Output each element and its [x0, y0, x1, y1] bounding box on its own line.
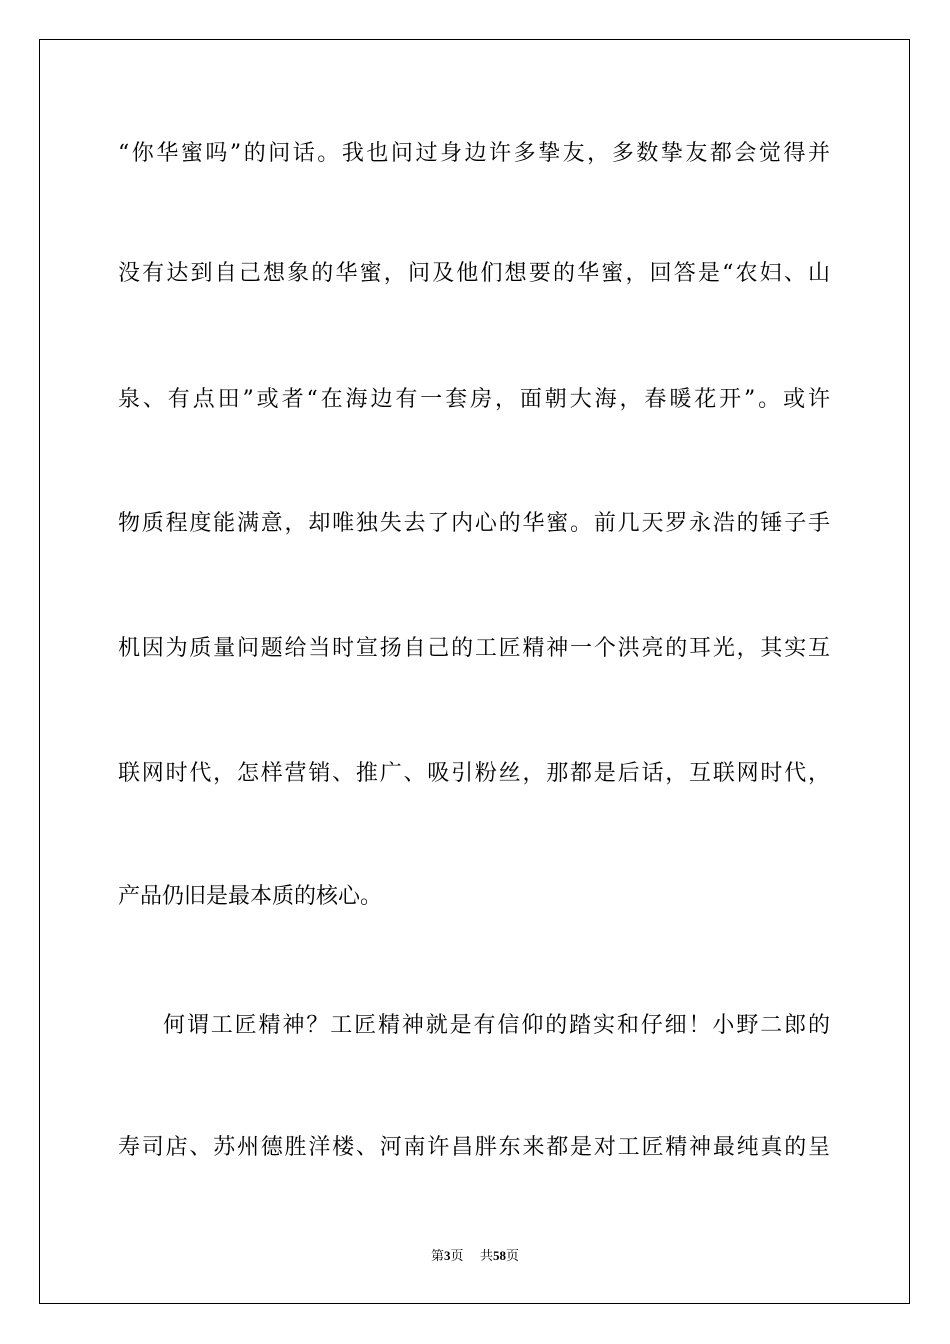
- paragraph-1-line-1: “你华蜜吗”的问话。我也问过身边许多挚友，多数挚友都会觉得并: [118, 141, 830, 166]
- paragraph-1-line-5: 机因为质量问题给当时宣扬自己的工匠精神一个洪亮的耳光，其实互: [118, 636, 830, 661]
- page-border: [39, 39, 910, 1304]
- footer-page-number: 3: [443, 1248, 451, 1263]
- page-footer: [0, 1247, 950, 1266]
- paragraph-1-line-2: 没有达到自己想象的华蜜，问及他们想要的华蜜，回答是“农妇、山: [118, 261, 830, 286]
- paragraph-1-line-4: 物质程度能满意，却唯独失去了内心的华蜜。前几天罗永浩的锤子手: [118, 511, 830, 536]
- paragraph-2-line-2: 寿司店、苏州德胜洋楼、河南许昌胖东来都是对工匠精神最纯真的呈: [118, 1135, 830, 1160]
- footer-total-pages: 58: [493, 1248, 507, 1263]
- paragraph-1-line-7: 产品仍旧是最本质的核心。: [118, 884, 383, 909]
- footer-page-suffix: 页: [450, 1249, 464, 1264]
- footer-total-suffix: 页: [506, 1249, 520, 1264]
- footer-page-prefix: 第: [430, 1249, 444, 1264]
- paragraph-1-line-3: 泉、有点田”或者“在海边有一套房，面朝大海，春暖花开”。或许: [118, 387, 830, 412]
- paragraph-1-line-6: 联网时代，怎样营销、推广、吸引粉丝，那都是后话，互联网时代，: [118, 761, 830, 786]
- footer-total-prefix: 共: [480, 1249, 494, 1264]
- paragraph-2-line-1: 何谓工匠精神？工匠精神就是有信仰的踏实和仔细！小野二郎的: [163, 1013, 830, 1038]
